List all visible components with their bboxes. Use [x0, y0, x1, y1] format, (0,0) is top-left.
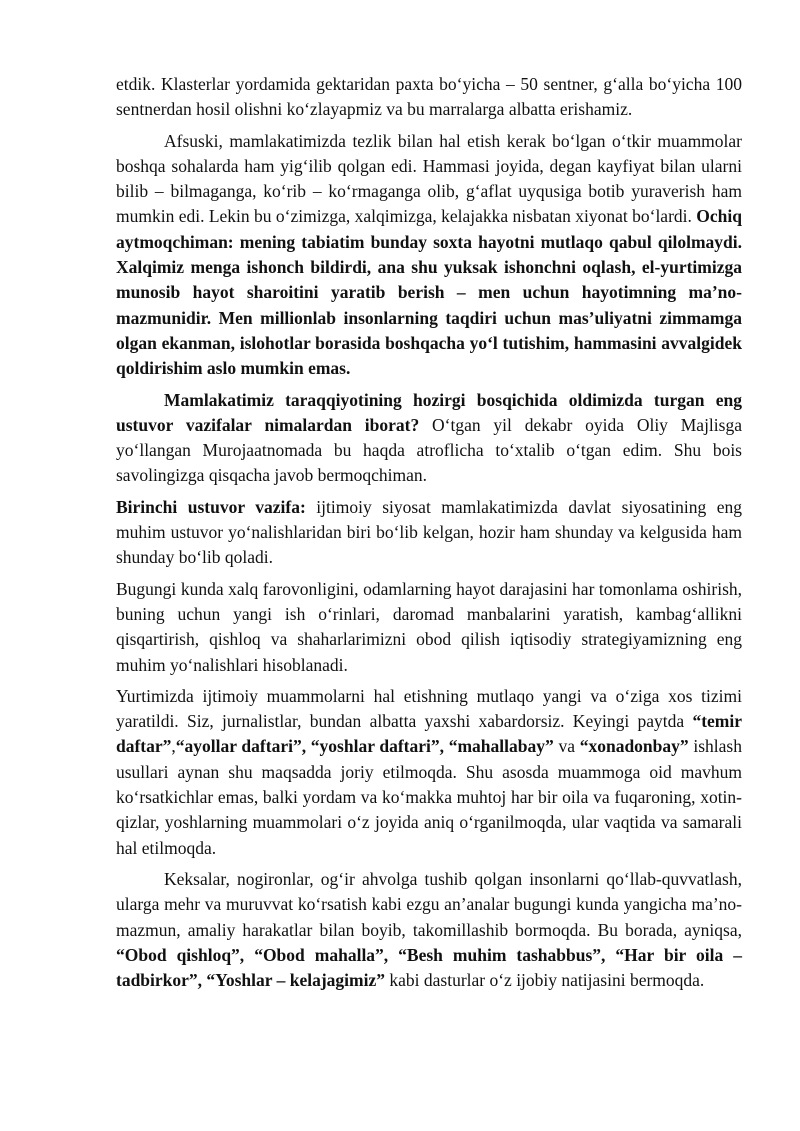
paragraph-7 [116, 867, 742, 993]
bold-text-run: Birinchi ustuvor vazifa: [116, 496, 306, 517]
paragraph-4 [116, 495, 742, 571]
text-run: va [553, 736, 580, 757]
paragraph-5 [116, 577, 742, 678]
bold-text-run: “Obod qishloq”, “Obod mahalla”, “Besh muhim tashabbus”, “Har bir oila – tadbirkor”, “Yoshlar – kelajagimiz” [116, 944, 742, 991]
text-run: O‘tgan yil dekabr oyida Oliy Majlisga yo‘llangan Murojaatnomada bu haqda atroflicha to‘xtalib o‘tgan edim. Shu bois savolingizga qisqacha javob bermoqchiman. [116, 414, 742, 486]
text-run: ishlash usullari aynan shu maqsadda joriy etilmoqda. Shu asosda muammoga oid mavhum ko‘rsatkichlar emas, balki yordam va ko‘makka muhtoj har bir oila va fuqaroning, xotin-qizlar, yoshlarning muammolari o‘z joyida aniq o‘rganilmoqda, ular vaqtida va samarali hal etilmoqda. [116, 736, 742, 858]
text-run: etdik. Klasterlar yordamida gektaridan paxta bo‘yicha – 50 sentner, g‘alla bo‘yicha 100 sentnerdan hosil olishni ko‘zlayapmiz va bu marralarga albatta erishamiz. [116, 74, 742, 120]
text-run: Afsuski, mamlakatimizda tezlik bilan hal etish kerak bo‘lgan o‘tkir muammolar boshqa sohalarda ham yig‘ilib qolgan edi. Hammasi joyida, degan kayfiyat bilan ularni bilib – bilmaganga, ko‘rib – ko‘rmaganga olib, g‘aflat uyqusiga botib yuraverish ham mumkin edi. Lekin bu o‘zimizga, xalqimizga, kelajakka nisbatan xiyonat bo‘lardi. [116, 130, 742, 227]
bold-text-run: “xonadonbay” [579, 736, 689, 757]
text-run: Bugungi kunda xalq farovonligini, odamlarning hayot darajasini har tomonlama oshirish, buning uchun yangi ish o‘rinlari, daromad manbalarini yaratish, kambag‘allikni qisqartirish, qishloq va shaharlarimizni obod qilish iqtisodiy strategiyamizning eng muhim yo‘nalishlari hisoblanadi. [116, 578, 742, 675]
text-run: Keksalar, nogironlar, og‘ir ahvolga tushib qolgan insonlarni qo‘llab-quvvatlash, ularga mehr va muruvvat ko‘rsatish kabi ezgu an’analar bugungi kunda yangicha ma’no-mazmun, amaliy harakatlar bilan boyib, takomillashib bormoqda. Bu borada, ayniqsa, [116, 868, 742, 940]
bold-text-run: “temir daftar” [116, 711, 742, 757]
paragraph-1 [116, 72, 742, 123]
paragraph-6 [116, 684, 742, 861]
paragraph-3 [116, 388, 742, 489]
text-run: ijtimoiy siyosat mamlakatimizda davlat siyosatining eng muhim ustuvor yo‘nalishlaridan biri bo‘lib kelgan, hozir ham shunday va kelgusida ham shunday bo‘lib qoladi. [116, 496, 742, 568]
bold-text-run: “ayollar daftari”, “yoshlar daftari”, “mahallabay” [175, 736, 554, 757]
text-run: kabi dasturlar o‘z ijobiy natijasini bermoqda. [385, 970, 705, 991]
bold-text-run: Mamlakatimiz taraqqiyotining hozirgi bosqichida oldimizda turgan eng ustuvor vazifalar nimalardan iborat? [116, 389, 742, 435]
text-run: Yurtimizda ijtimoiy muammolarni hal etishning mutlaqo yangi va o‘ziga xos tizimi yaratildi. Siz, jurnalistlar, bundan albatta yaxshi xabardorsiz. Keyingi paytda [116, 685, 742, 732]
paragraph-2 [116, 129, 742, 382]
bold-text-run: Ochiq aytmoqchiman: mening tabiatim bunday soxta hayotni mutlaqo qabul qilolmaydi. Xalqimiz menga ishonch bildirdi, ana shu yuksak ishonchni oqlash, el-yurtimizga munosib hayot sharoitini yaratib berish – men uchun hayotimning ma’no-mazmunidir. Men millionlab insonlarning taqdiri uchun mas’uliyatni zimmamga olgan ekanman, islohotlar borasida boshqacha yo‘l tutishim, hammasini avvalgidek qoldirishim aslo mumkin emas. [116, 206, 742, 379]
text-run: , [171, 736, 176, 757]
